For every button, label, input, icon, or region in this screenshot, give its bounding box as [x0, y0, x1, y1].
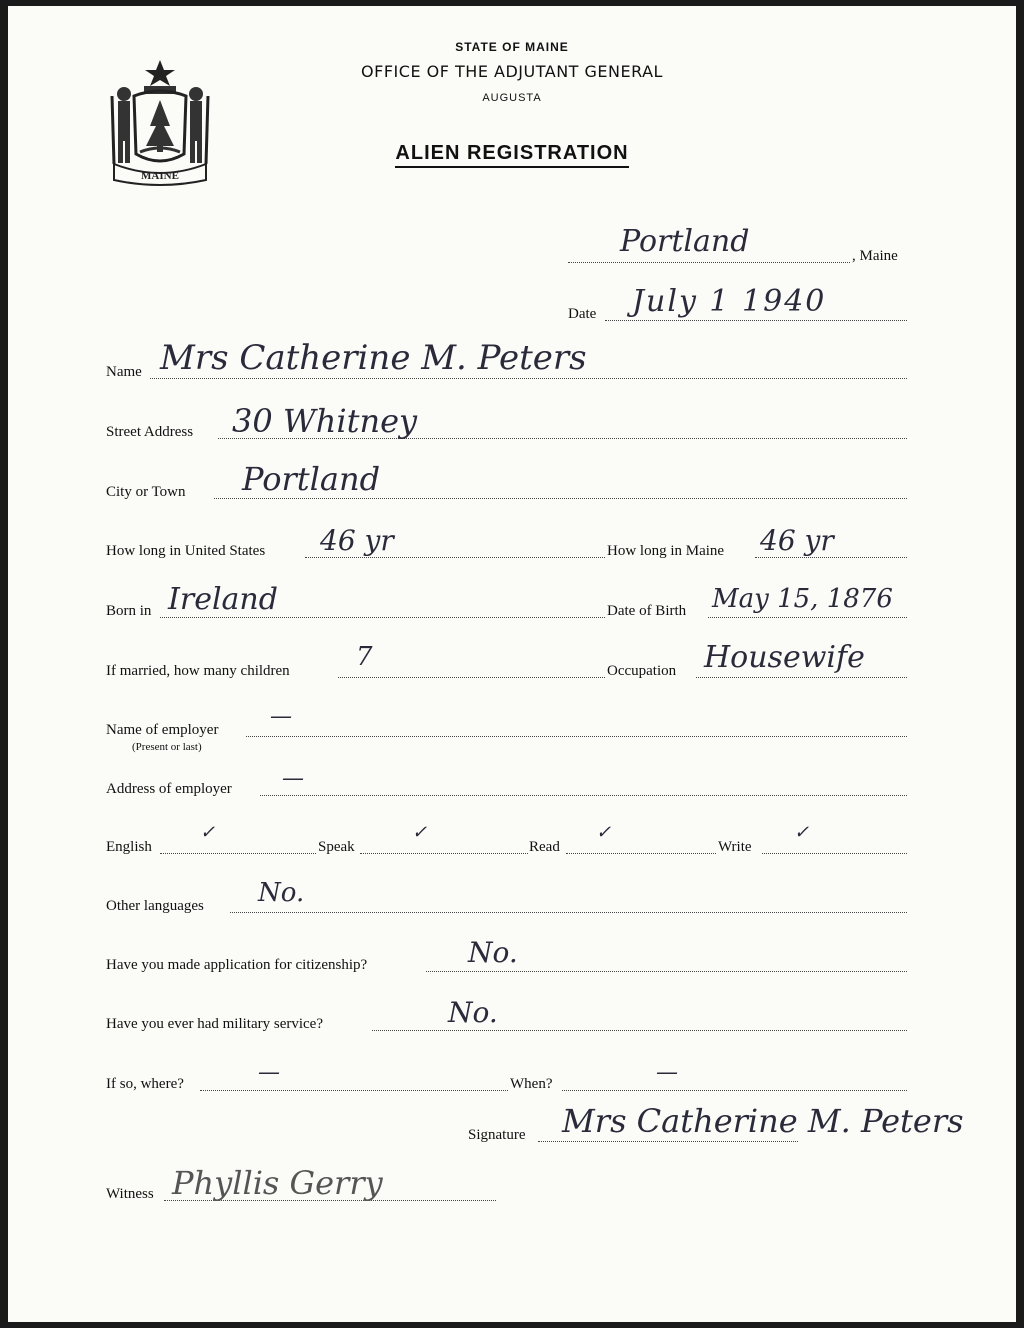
city-label: City or Town — [106, 484, 186, 500]
employer-line — [246, 736, 907, 737]
employer-sublabel: (Present or last) — [132, 741, 202, 753]
place-line — [568, 262, 850, 263]
where-label: If so, where? — [106, 1076, 184, 1092]
occupation-line — [696, 677, 907, 678]
speak-line — [360, 853, 528, 854]
military-value: No. — [448, 996, 498, 1029]
date-value: July 1 1940 — [632, 284, 827, 319]
maine-seal-icon — [104, 56, 216, 190]
born-value: Ireland — [168, 582, 278, 617]
signature-value: Mrs Catherine M. Peters — [562, 1102, 964, 1140]
date-label: Date — [568, 306, 597, 322]
write-value: ✓ — [794, 822, 810, 843]
signature-line — [538, 1141, 798, 1142]
speak-label: Speak — [318, 839, 355, 855]
city-line — [214, 498, 907, 499]
write-line — [762, 853, 907, 854]
form-title: ALIEN REGISTRATION — [0, 142, 1024, 165]
maine-long-label: How long in Maine — [607, 543, 725, 559]
when-line — [562, 1090, 907, 1091]
office-heading: OFFICE OF THE ADJUTANT GENERAL — [361, 62, 663, 81]
name-label: Name — [106, 364, 142, 380]
witness-label: Witness — [106, 1186, 154, 1202]
where-value: — — [258, 1060, 280, 1085]
city-heading: AUGUSTA — [482, 92, 542, 104]
military-label: Have you ever had military service? — [106, 1016, 323, 1032]
write-label: Write — [718, 839, 752, 855]
born-line — [160, 617, 605, 618]
english-value: ✓ — [200, 822, 216, 843]
date-line — [605, 320, 907, 321]
occupation-value: Housewife — [704, 640, 865, 675]
other-languages-label: Other languages — [106, 898, 204, 914]
where-line — [200, 1090, 508, 1091]
occupation-label: Occupation — [607, 663, 677, 679]
place-value: Portland — [620, 224, 750, 259]
read-label: Read — [529, 839, 560, 855]
maine-long-value: 46 yr — [760, 524, 834, 557]
maine-long-line — [755, 557, 907, 558]
us-value: 46 yr — [320, 524, 394, 557]
other-languages-value: No. — [258, 878, 305, 908]
city-value: Portland — [242, 460, 381, 498]
citizenship-label: Have you made application for citizenship? — [106, 957, 368, 973]
street-label: Street Address — [106, 424, 194, 440]
state-heading: STATE OF MAINE — [455, 40, 569, 54]
street-value: 30 Whitney — [232, 402, 418, 440]
employer-label: Name of employer — [106, 722, 219, 738]
read-line — [566, 853, 716, 854]
citizenship-value: No. — [468, 936, 518, 969]
english-line — [160, 853, 316, 854]
when-value: — — [656, 1060, 678, 1085]
name-value: Mrs Catherine M. Peters — [160, 338, 587, 378]
military-line — [372, 1030, 907, 1031]
employer-value: — — [270, 704, 292, 729]
maine-label: , Maine — [852, 248, 898, 264]
seal-text: MAINE — [141, 170, 179, 182]
employer-address-line — [260, 795, 907, 796]
citizenship-line — [426, 971, 907, 972]
employer-address-value: — — [282, 766, 304, 791]
speak-value: ✓ — [412, 822, 428, 843]
other-languages-line — [230, 912, 907, 913]
children-label: If married, how many children — [106, 663, 290, 679]
dob-label: Date of Birth — [607, 603, 687, 619]
children-value: 7 — [356, 642, 373, 672]
dob-line — [708, 617, 907, 618]
born-label: Born in — [106, 603, 152, 619]
dob-value: May 15, 1876 — [712, 584, 893, 614]
english-label: English — [106, 839, 152, 855]
signature-label: Signature — [468, 1127, 526, 1143]
witness-value: Phyllis Gerry — [172, 1164, 383, 1202]
employer-address-label: Address of employer — [106, 781, 232, 797]
read-value: ✓ — [596, 822, 612, 843]
children-line — [338, 677, 605, 678]
us-label: How long in United States — [106, 543, 266, 559]
name-line — [150, 378, 907, 379]
when-label: When? — [510, 1076, 553, 1092]
us-line — [305, 557, 605, 558]
